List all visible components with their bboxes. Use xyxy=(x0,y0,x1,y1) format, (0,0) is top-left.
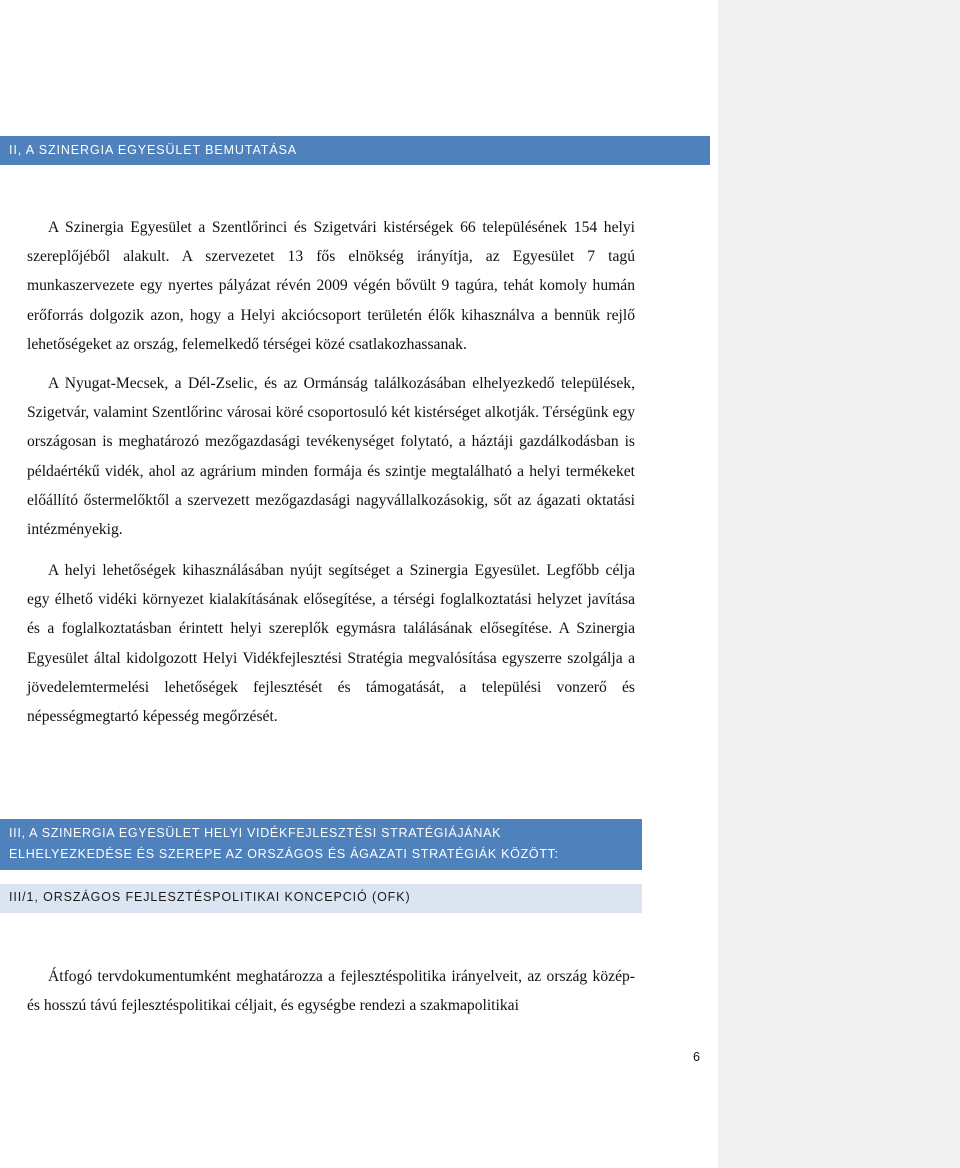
comment-margin-panel xyxy=(718,0,960,1168)
paragraph-goals: A helyi lehetőségek kihasználásában nyújt segítséget a Szinergia Egyesület. Legfőbb célja egy élhető vidéki környezet kialakításának elősegítése, a térségi foglalkoztatási helyzet javítása és a foglalkoztatásban érintett helyi szereplők egymásra találásának elősegítése. A Szinergia Egyesület által kidolgozott Helyi Vidékfejlesztési Stratégia megvalósítása egyszerre szolgálja a jövedelemtermelési lehetőségek fejlesztését és támogatását, a települési vonzerő és népességmegtartó képesség megőrzését. xyxy=(27,562,635,726)
section-heading-iii-line-2: ELHELYEZKEDÉSE ÉS SZEREPE AZ ORSZÁGOS ÉS ÁGAZATI STRATÉGIÁK KÖZÖTT: xyxy=(9,847,559,861)
paragraph-intro: A Szinergia Egyesület a Szentlőrinci és Szigetvári kistérségek 66 településének 154 helyi szereplőjéből alakult. A szervezetet 13 fős elnökség irányítja, az Egyesület 7 tagú munkaszervezete egy nyertes pályázat révén 2009 végén bővült 9 tagúra, tehát komoly humán erőforrás dolgozik azon, hogy a Helyi akciócsoport területén élők kihasználva a bennük rejlő lehetőségeket az ország, felemelkedő térségei közé csatlakozhassanak. xyxy=(27,219,635,353)
section-heading-ii: II, A SZINERGIA EGYESÜLET BEMUTATÁSA xyxy=(0,136,710,165)
paragraph-ofk: Átfogó tervdokumentumként meghatározza a fejlesztéspolitika irányelveit, az ország közép- és hosszú távú fejlesztéspolitikai céljait, és egységbe rendezi a szakmapolitikai xyxy=(27,968,635,1015)
section-heading-iii xyxy=(0,819,642,870)
subsection-heading-iii-1: III/1, ORSZÁGOS FEJLESZTÉSPOLITIKAI KONCEPCIÓ (OFK) xyxy=(0,884,642,913)
page-number: 6 xyxy=(693,1050,700,1064)
paragraph-region: A Nyugat-Mecsek, a Dél-Zselic, és az Ormánság találkozásában elhelyezkedő települések, Szigetvár, valamint Szentlőrinc városai köré csoportosuló két kistérséget alkotják. Térségünk egy országosan is meghatározó mezőgazdasági tevékenységet folytató, a háztáji gazdálkodásban is példaértékű vidék, ahol az agrárium minden formája és szintje megtalálható a helyi termékeket előállító őstermelőktől a szervezett mezőgazdasági nagyvállalkozásokig, sőt az ágazati oktatási intézményekig. xyxy=(27,375,635,539)
section-heading-iii-line-1: III, A SZINERGIA EGYESÜLET HELYI VIDÉKFEJLESZTÉSI STRATÉGIÁJÁNAK xyxy=(9,826,502,840)
